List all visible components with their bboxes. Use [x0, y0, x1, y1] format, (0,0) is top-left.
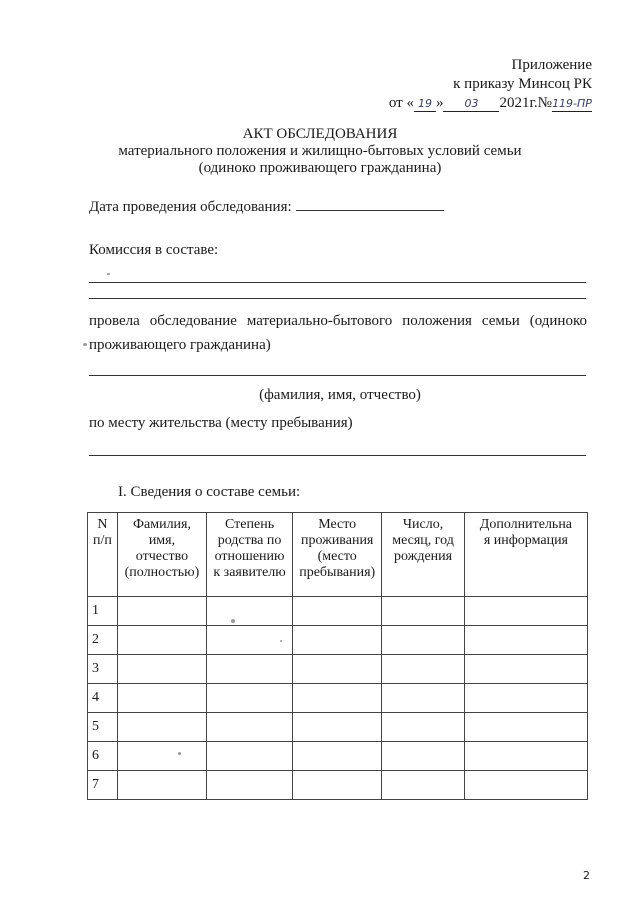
row-number: 5 — [88, 713, 118, 742]
table-row — [88, 713, 588, 742]
cell-relationship[interactable] — [207, 597, 293, 626]
act-title: АКТ ОБСЛЕДОВАНИЯ — [242, 126, 398, 142]
header-additional-info: Дополнительна я информация — [464, 513, 587, 597]
table-row — [88, 771, 588, 800]
row-number: 4 — [88, 684, 118, 713]
header-birth-date: Число, месяц, год рождения — [382, 513, 465, 597]
cell-residence[interactable] — [293, 771, 382, 800]
header-relationship: Степень родства по отношению к заявителю — [207, 513, 293, 597]
cell-full-name[interactable] — [117, 597, 206, 626]
inspection-date-row — [89, 196, 444, 216]
fio-caption: (фамилия, имя, отчество) — [259, 387, 421, 403]
date-prefix: от « — [388, 95, 414, 111]
order-reference: к приказу Минсоц РК — [453, 76, 592, 92]
cell-residence[interactable] — [293, 742, 382, 771]
cell-relationship[interactable] — [207, 771, 293, 800]
cell-additional-info[interactable] — [464, 713, 587, 742]
appendix-label: Приложение — [511, 57, 592, 73]
act-title-block — [0, 125, 640, 177]
cell-birth-date[interactable] — [382, 655, 465, 684]
cell-full-name[interactable] — [117, 742, 206, 771]
conducted-text-line-1: провела обследование материально-бытового положения семьи (одиноко — [89, 313, 587, 329]
table-header-row — [88, 513, 588, 597]
page-number: 2 — [583, 869, 590, 882]
residence-label: по месту жительства (месту пребывания) — [89, 415, 353, 431]
header-number: N п/п — [88, 513, 118, 597]
scan-speck — [83, 343, 87, 346]
cell-additional-info[interactable] — [464, 742, 587, 771]
family-composition-table — [87, 512, 588, 800]
header-full-name: Фамилия, имя, отчество (полностью) — [117, 513, 206, 597]
order-date-line — [389, 94, 592, 113]
cell-full-name[interactable] — [117, 771, 206, 800]
residence-blank-line[interactable] — [89, 455, 586, 456]
row-number: 3 — [88, 655, 118, 684]
cell-full-name[interactable] — [117, 655, 206, 684]
order-day: 19 — [414, 96, 436, 112]
appendix-header — [389, 56, 592, 113]
cell-relationship[interactable] — [207, 713, 293, 742]
cell-residence[interactable] — [293, 684, 382, 713]
scan-speck — [178, 752, 181, 755]
cell-residence[interactable] — [293, 597, 382, 626]
row-number: 2 — [88, 626, 118, 655]
commission-label: Комиссия в составе: — [89, 242, 219, 258]
order-number: 119-ПР — [552, 97, 592, 110]
cell-full-name[interactable] — [117, 713, 206, 742]
table-row — [88, 655, 588, 684]
act-subtitle-1: материального положения и жилищно-бытовых условий семьи — [118, 143, 522, 159]
header-residence: Место проживания (место пребывания) — [293, 513, 382, 597]
scan-speck — [107, 273, 110, 275]
cell-residence[interactable] — [293, 626, 382, 655]
table-row — [88, 742, 588, 771]
cell-residence[interactable] — [293, 655, 382, 684]
cell-relationship[interactable] — [207, 742, 293, 771]
cell-additional-info[interactable] — [464, 771, 587, 800]
commission-blank-line-2[interactable] — [89, 298, 586, 299]
inspection-date-blank[interactable] — [296, 196, 444, 211]
row-number: 1 — [88, 597, 118, 626]
cell-full-name[interactable] — [117, 684, 206, 713]
fio-blank-line[interactable] — [89, 375, 586, 376]
section-family-title: I. Сведения о составе семьи: — [118, 484, 301, 500]
cell-residence[interactable] — [293, 713, 382, 742]
table-row — [88, 626, 588, 655]
row-number: 7 — [88, 771, 118, 800]
cell-additional-info[interactable] — [464, 597, 587, 626]
cell-additional-info[interactable] — [464, 684, 587, 713]
cell-additional-info[interactable] — [464, 655, 587, 684]
cell-relationship[interactable] — [207, 655, 293, 684]
table-row — [88, 597, 588, 626]
cell-full-name[interactable] — [117, 626, 206, 655]
commission-blank-line-1[interactable] — [89, 282, 586, 283]
scan-speck — [231, 619, 235, 623]
order-month: 03 — [443, 96, 499, 112]
table-row — [88, 684, 588, 713]
cell-additional-info[interactable] — [464, 626, 587, 655]
order-year-number-label: 2021г.№ — [499, 95, 552, 111]
conducted-text-line-2: проживающего гражданина) — [89, 337, 271, 353]
cell-birth-date[interactable] — [382, 684, 465, 713]
cell-birth-date[interactable] — [382, 771, 465, 800]
cell-birth-date[interactable] — [382, 597, 465, 626]
cell-birth-date[interactable] — [382, 742, 465, 771]
cell-birth-date[interactable] — [382, 713, 465, 742]
cell-birth-date[interactable] — [382, 626, 465, 655]
act-subtitle-2: (одиноко проживающего гражданина) — [198, 160, 442, 176]
row-number: 6 — [88, 742, 118, 771]
scan-speck — [280, 640, 282, 642]
inspection-date-label: Дата проведения обследования: — [89, 199, 292, 215]
date-quote-close: » — [435, 95, 444, 111]
cell-relationship[interactable] — [207, 684, 293, 713]
